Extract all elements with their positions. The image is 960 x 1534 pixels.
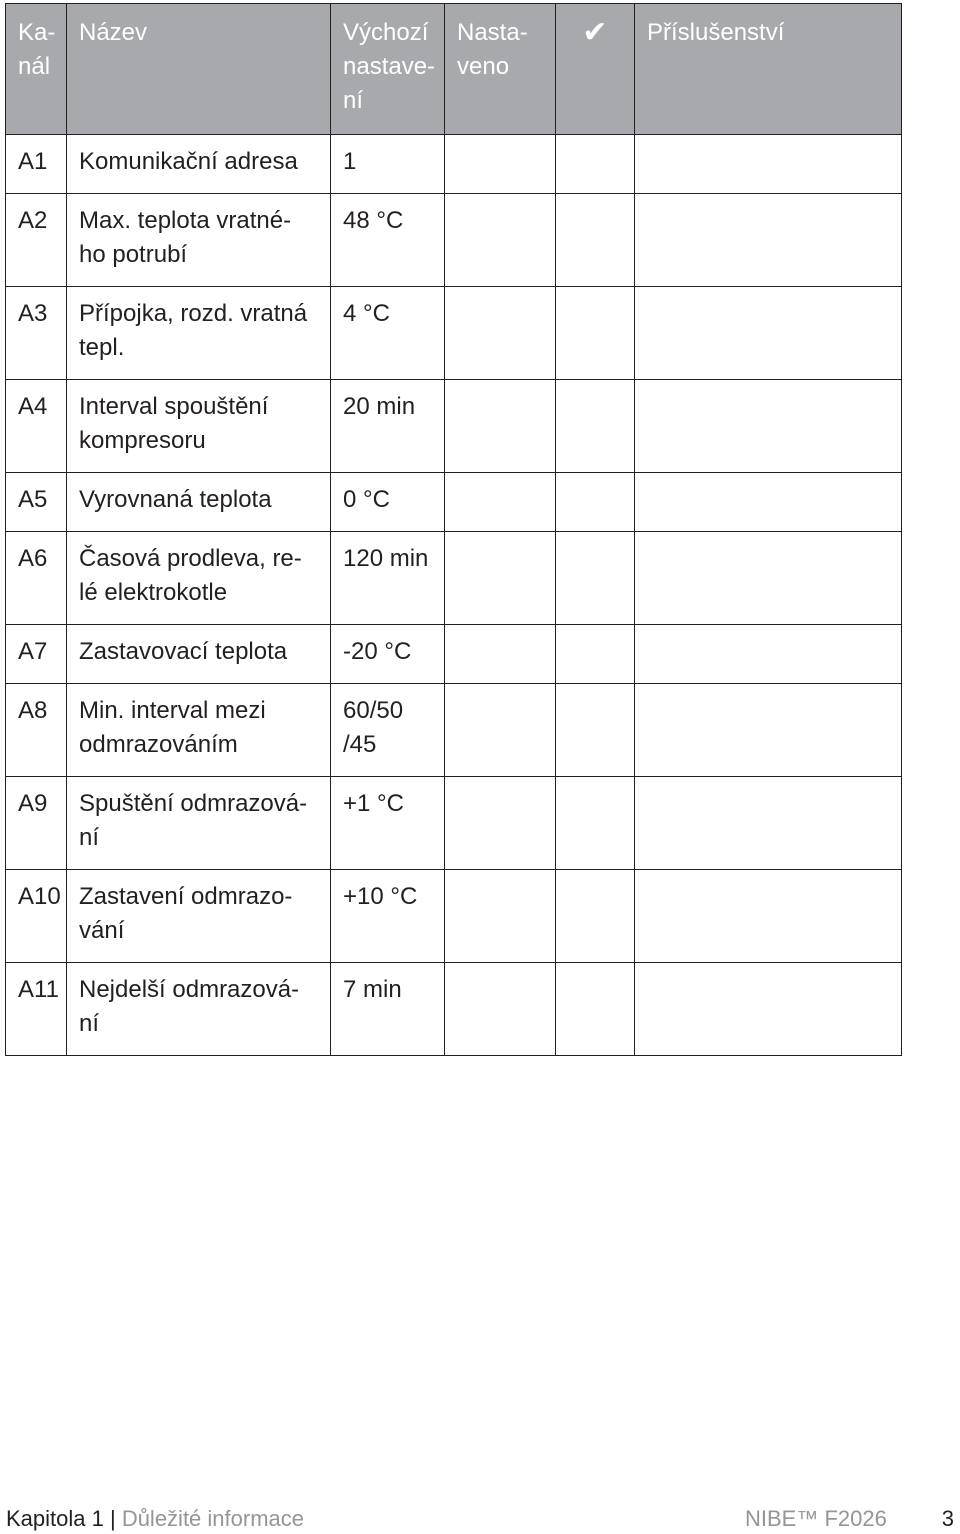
cell-accessory [635,532,902,625]
table-row [6,870,902,963]
settings-table [5,3,902,1056]
cell-channel: A7 [6,625,67,684]
cell-name: Časová prodleva, re- lé elektrokotle [67,532,331,625]
cell-check[interactable] [556,870,635,963]
cell-set[interactable] [445,473,556,532]
cell-check[interactable] [556,625,635,684]
cell-accessory [635,287,902,380]
header-accessory: Příslušenství [635,4,902,135]
cell-default: 120 min [331,532,445,625]
header-check [556,4,635,135]
cell-name: Zastavení odmrazo- vání [67,870,331,963]
cell-name: Nejdelší odmrazová- ní [67,963,331,1056]
cell-channel: A10 [6,870,67,963]
cell-accessory [635,963,902,1056]
cell-channel: A6 [6,532,67,625]
cell-set[interactable] [445,135,556,194]
cell-check[interactable] [556,135,635,194]
cell-default: 48 °C [331,194,445,287]
cell-accessory [635,870,902,963]
table-row [6,287,902,380]
cell-accessory [635,684,902,777]
header-name: Název [67,4,331,135]
cell-channel: A1 [6,135,67,194]
footer-brand: NIBE™ F2026 [745,1506,887,1531]
cell-channel: A3 [6,287,67,380]
cell-check[interactable] [556,473,635,532]
cell-channel: A2 [6,194,67,287]
cell-check[interactable] [556,380,635,473]
cell-name: Vyrovnaná teplota [67,473,331,532]
cell-accessory [635,135,902,194]
cell-set[interactable] [445,625,556,684]
cell-set[interactable] [445,777,556,870]
cell-name: Přípojka, rozd. vratná tepl. [67,287,331,380]
cell-channel: A9 [6,777,67,870]
cell-default: 1 [331,135,445,194]
cell-default: +1 °C [331,777,445,870]
cell-name: Spuštění odmrazová- ní [67,777,331,870]
cell-default: 4 °C [331,287,445,380]
cell-set[interactable] [445,532,556,625]
table-row [6,473,902,532]
cell-name: Komunikační adresa [67,135,331,194]
cell-name: Zastavovací teplota [67,625,331,684]
cell-channel: A4 [6,380,67,473]
table-row [6,380,902,473]
cell-set[interactable] [445,194,556,287]
checkmark-icon: ✔ [582,15,608,50]
cell-accessory [635,473,902,532]
table-row [6,777,902,870]
cell-name: Min. interval mezi odmrazováním [67,684,331,777]
cell-channel: A8 [6,684,67,777]
header-default: Výchozí nastave- ní [331,4,445,135]
footer-chapter-info [6,1504,304,1534]
cell-default: 7 min [331,963,445,1056]
cell-check[interactable] [556,287,635,380]
cell-check[interactable] [556,194,635,287]
cell-check[interactable] [556,777,635,870]
cell-set[interactable] [445,380,556,473]
table-row [6,684,902,777]
cell-accessory [635,380,902,473]
table-header-row [6,4,902,135]
table-row [6,194,902,287]
cell-default: +10 °C [331,870,445,963]
cell-set[interactable] [445,684,556,777]
cell-check[interactable] [556,684,635,777]
cell-accessory [635,777,902,870]
cell-channel: A11 [6,963,67,1056]
footer-section: Důležité informace [121,1506,304,1531]
cell-set[interactable] [445,963,556,1056]
table-row [6,532,902,625]
page-footer [6,1504,960,1534]
footer-separator: | [103,1506,122,1531]
page-number: 3 [941,1506,954,1531]
cell-check[interactable] [556,532,635,625]
cell-set[interactable] [445,870,556,963]
cell-accessory [635,194,902,287]
cell-name: Max. teplota vratné- ho potrubí [67,194,331,287]
cell-accessory [635,625,902,684]
table-row [6,135,902,194]
footer-chapter: Kapitola 1 [6,1506,104,1531]
cell-name: Interval spouštění kompresoru [67,380,331,473]
cell-default: 20 min [331,380,445,473]
table-row [6,625,902,684]
table-row [6,963,902,1056]
cell-channel: A5 [6,473,67,532]
cell-set[interactable] [445,287,556,380]
header-set: Nasta- veno [445,4,556,135]
cell-default: 60/50 /45 [331,684,445,777]
cell-default: 0 °C [331,473,445,532]
cell-check[interactable] [556,963,635,1056]
header-channel: Ka- nál [6,4,67,135]
cell-default: -20 °C [331,625,445,684]
